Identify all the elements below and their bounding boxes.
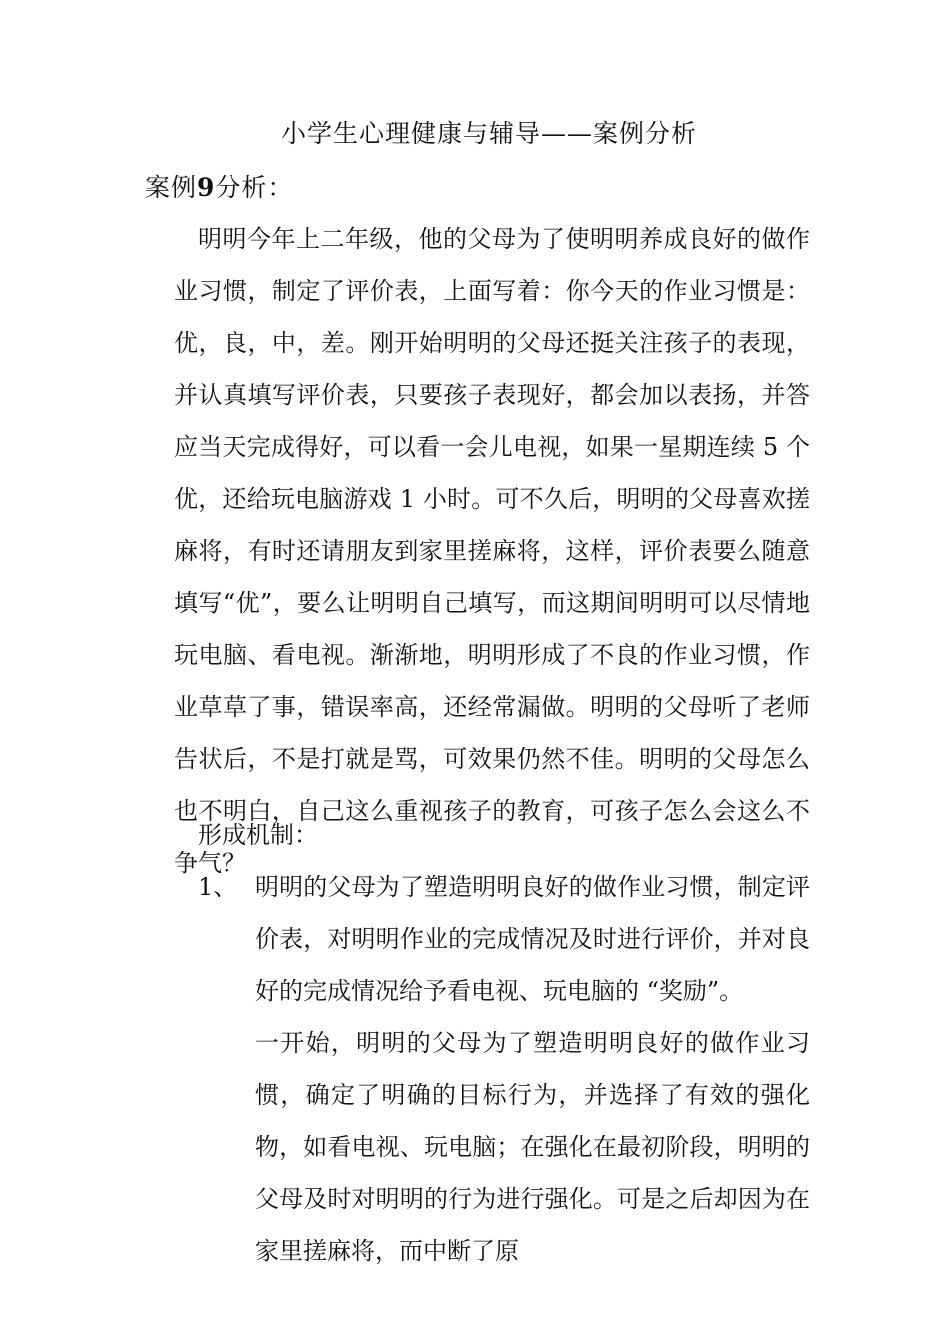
- case-number: 9: [197, 173, 216, 202]
- case-description-paragraph: 明明今年上二年级，他的父母为了使明明养成良好的做作业习惯，制定了评价表，上面写着：你今天的作业习惯是：优，良，中，差。刚开始明明的父母还挺关注孩子的表现，并认真填写评价表，只要孩子表现好，都会加以表扬，并答应当天完成得好，可以看一会儿电视，如果一星期连续 5 个优，还给玩电脑游戏 1 小时。可不久后，明明的父母喜欢搓麻将，有时还请朋友到家里搓麻将，这样，评价表要么随意填写“优”，要么让明明自己填写，而这期间明明可以尽情地玩电脑、看电视。渐渐地，明明形成了不良的作业习惯，作业草草了事，错误率高，还经常漏做。明明的父母听了老师告状后，不是打就是骂，可效果仍然不佳。明明的父母怎么也不明白，自己这么重视孩子的教育，可孩子怎么会这么不争气？: [174, 225, 810, 877]
- document-title: 小学生心理健康与辅导——案例分析: [280, 119, 697, 148]
- list-item-text: 明明的父母为了塑造明明良好的做作业习惯，制定评价表，对明明作业的完成情况及时进行评价，并对良好的完成情况给予看电视、玩电脑的 “奖励”。: [255, 873, 810, 1005]
- case-heading: [145, 171, 293, 205]
- list-item-detail-paragraph: 一开始，明明的父母为了塑造明明良好的做作业习惯，确定了明确的目标行为，并选择了有效的强化物，如看电视、玩电脑；在强化在最初阶段，明明的父母及时对明明的行为进行强化。可是之后却因为在家里搓麻将，而中断了原: [255, 1029, 810, 1265]
- mechanism-label: 形成机制：: [198, 821, 318, 849]
- case-heading-suffix: 分析：: [215, 173, 294, 202]
- case-heading-prefix: 案例: [145, 173, 198, 202]
- list-item-number: 1、: [198, 873, 238, 901]
